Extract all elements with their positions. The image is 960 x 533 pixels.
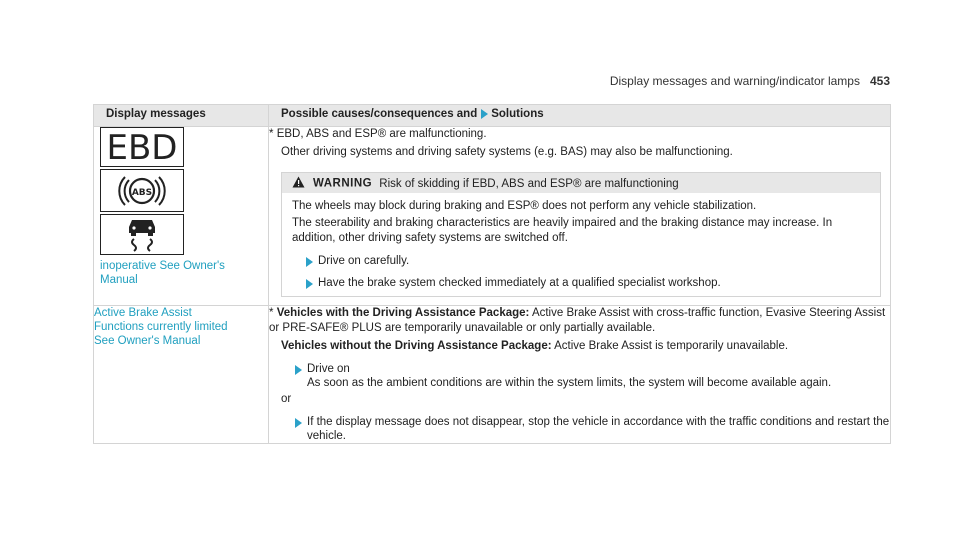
solution-step-1-text — [307, 362, 890, 390]
solution-step-2-text: If the display message does not disappear, stop the vehicle in accordance with the traffic conditions and restart the vehicle. — [307, 416, 890, 442]
arrow-right-icon — [306, 257, 313, 267]
solution-step-2 — [281, 415, 890, 443]
arrow-right-icon — [306, 279, 313, 289]
or-label: or — [281, 393, 292, 405]
solution-step-1-detail: As soon as the ambient conditions are within the system limits, the system will become available again. — [307, 377, 832, 389]
causes-cell — [269, 306, 891, 444]
arrow-right-icon — [295, 365, 302, 375]
table-row — [94, 127, 891, 306]
bold-label-2: Vehicles without the Driving Assistance Package: — [281, 340, 552, 352]
page-header-title: Display messages and warning/indicator lamps — [609, 74, 860, 88]
svg-text:EBD: EBD — [106, 130, 178, 164]
column-header-causes — [269, 105, 891, 127]
arrow-right-icon — [295, 418, 302, 428]
page-header — [0, 74, 890, 88]
svg-text:ABS: ABS — [131, 187, 153, 198]
warning-box — [281, 172, 881, 297]
table-header-row — [94, 105, 891, 127]
abs-icon — [100, 169, 184, 212]
bold-label-1: Vehicles with the Driving Assistance Package: — [276, 307, 530, 319]
solution-step-1 — [281, 362, 890, 390]
causes-cell — [269, 127, 891, 306]
cause-line-1 — [269, 306, 890, 336]
warning-step-1 — [292, 254, 870, 268]
cause-line-1 — [269, 127, 890, 142]
cause-text-2: Active Brake Assist is temporarily unavailable. — [554, 340, 789, 352]
cause-text-1: Active Brake Assist with cross-traffic function, Evasive Steering Assist or PRE-SAFE® PLUS are temporarily unavailable or only partially available. — [269, 307, 886, 334]
cause-line-2: Other driving systems and driving safety systems (e.g. BAS) may also be malfunctioning. — [281, 146, 733, 158]
display-messages-table — [93, 104, 891, 444]
warning-subtitle: Risk of skidding if EBD, ABS and ESP® are malfunctioning — [379, 177, 679, 190]
warning-body — [282, 193, 880, 296]
solution-step-1-title: Drive on — [307, 363, 350, 375]
display-message-cell — [94, 306, 269, 444]
column-header-causes-label: Possible causes/consequences and — [281, 108, 478, 120]
warning-text-2: The steerability and braking characteristics are heavily impaired and the braking distance may increase. In addition, other driving safety systems are switched off. — [292, 217, 833, 244]
page-number: 453 — [869, 74, 890, 88]
warning-header — [282, 173, 880, 193]
cause-line-2 — [269, 339, 890, 354]
warning-title: WARNING — [313, 177, 373, 190]
display-message-cell — [94, 127, 269, 306]
table-row — [94, 306, 891, 444]
warning-text-1: The wheels may block during braking and ESP® does not perform any vehicle stabilization. — [292, 200, 757, 212]
asterisk: * — [269, 307, 274, 319]
asterisk: * — [269, 128, 274, 140]
column-header-display-messages: Display messages — [94, 105, 269, 127]
arrow-right-icon — [481, 109, 488, 119]
ebd-icon — [100, 127, 184, 167]
warning-triangle-icon — [292, 176, 305, 191]
warning-step-2 — [292, 276, 870, 290]
column-header-solutions-label: Solutions — [491, 108, 544, 120]
owners-manual-link[interactable]: inoperative See Owner's Manual — [100, 260, 225, 286]
esp-skid-icon — [100, 214, 184, 255]
owners-manual-link[interactable]: Active Brake Assist Functions currently limited See Owner's Manual — [94, 307, 228, 347]
warning-step-1-text: Drive on carefully. — [318, 255, 410, 267]
cause-text-1: EBD, ABS and ESP® are malfunctioning. — [276, 128, 487, 140]
warning-step-2-text: Have the brake system checked immediately at a qualified specialist workshop. — [318, 277, 721, 289]
